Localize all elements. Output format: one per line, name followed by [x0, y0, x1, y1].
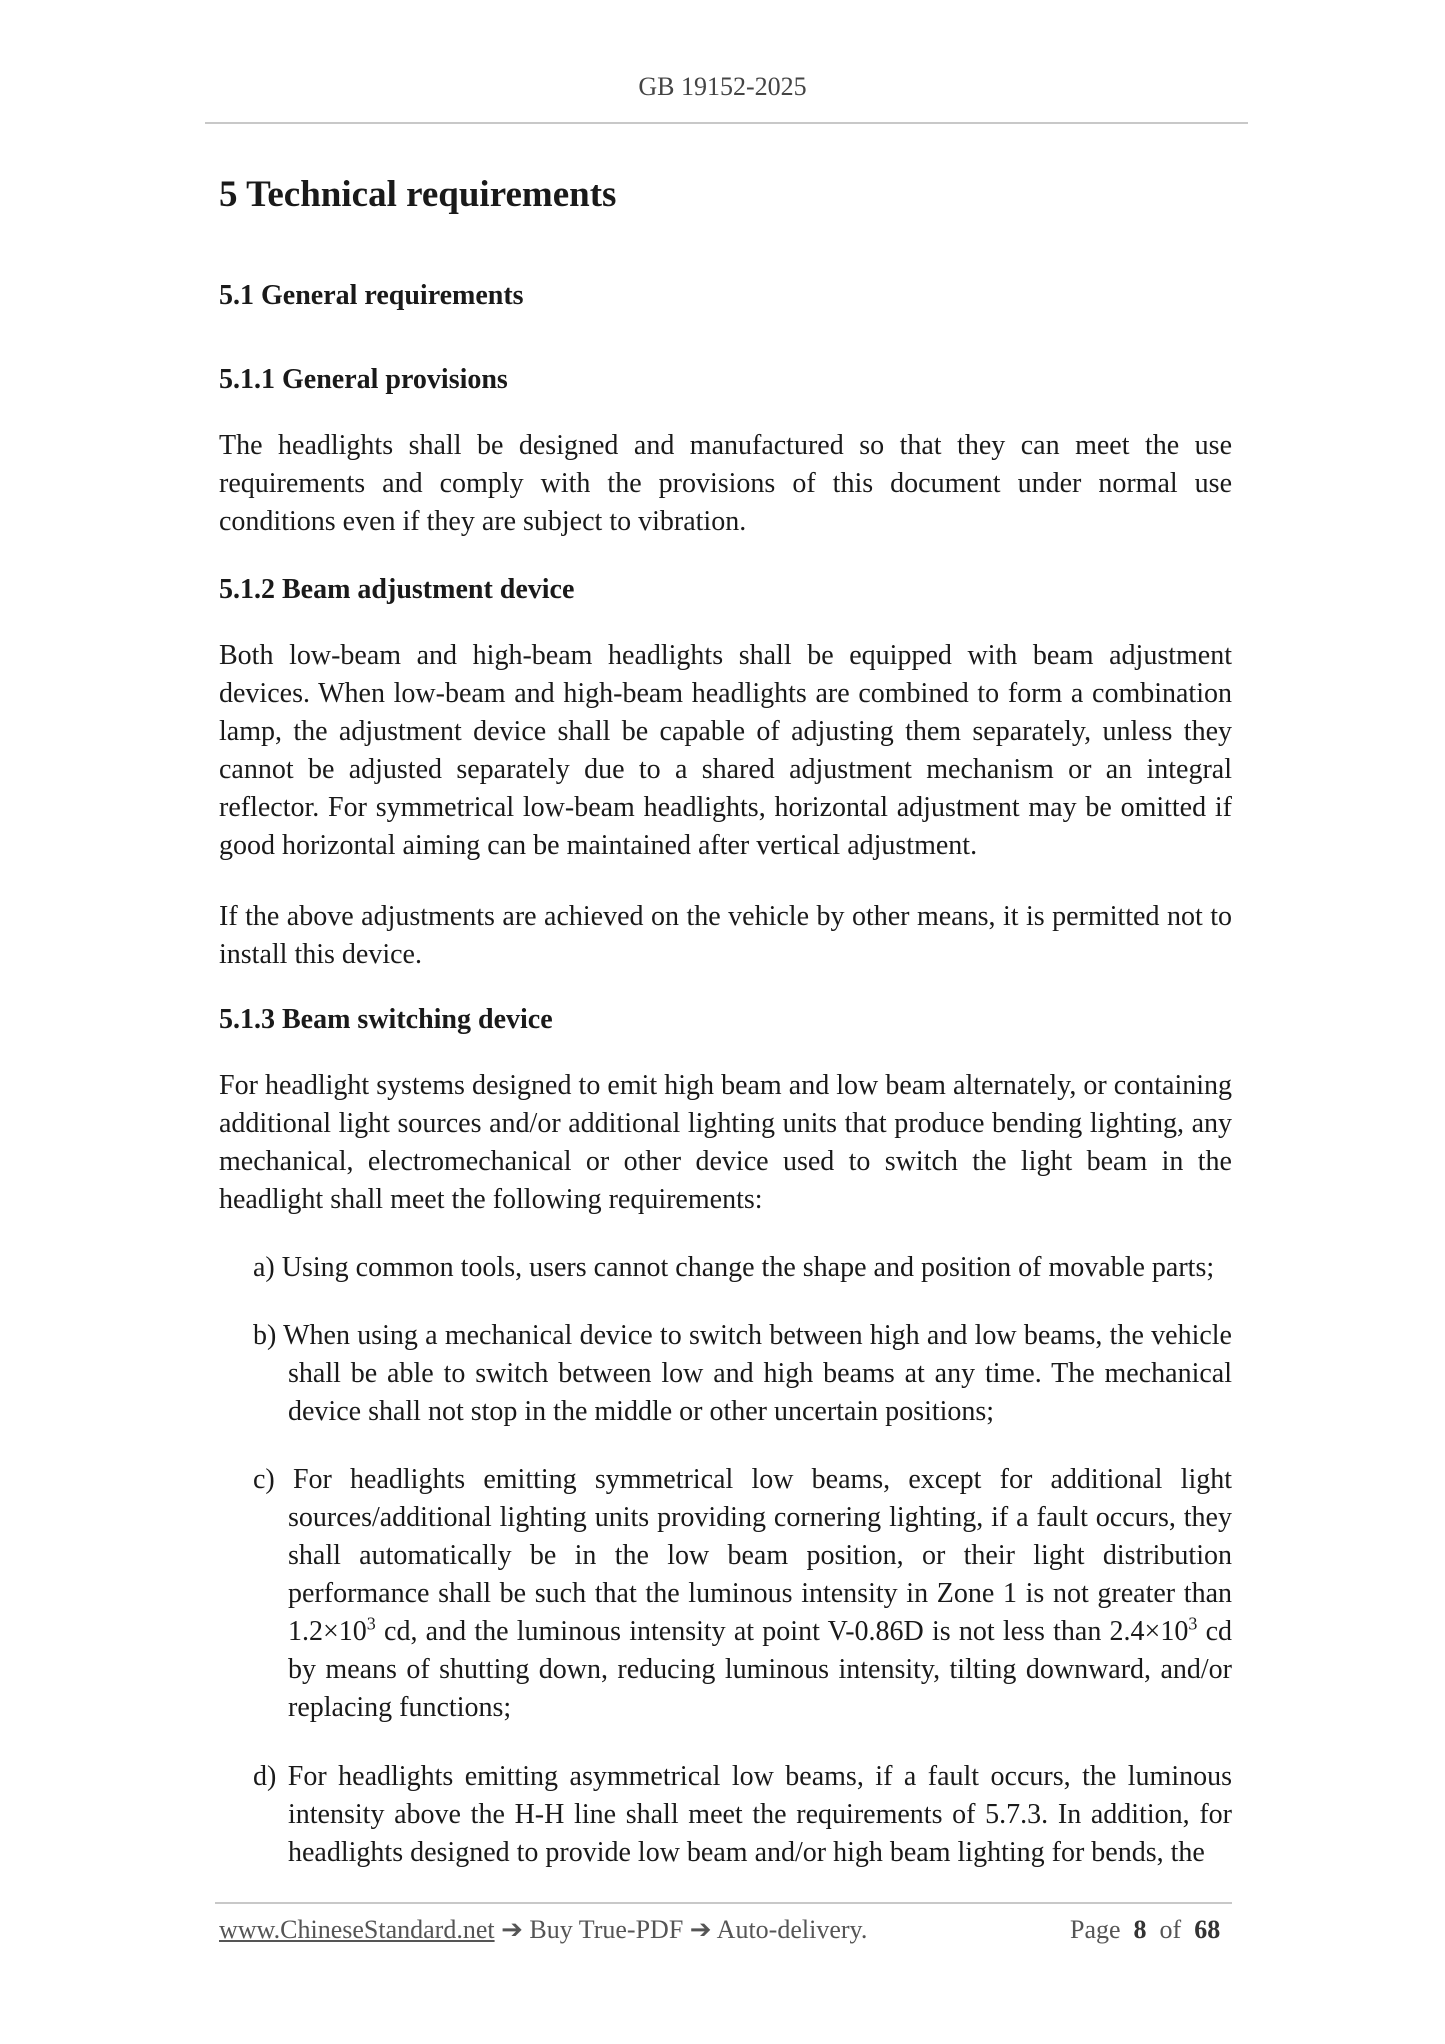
- website-link[interactable]: www.ChineseStandard.net: [219, 1915, 495, 1944]
- clause-heading-5-1-2: 5.1.2 Beam adjustment device: [219, 574, 575, 605]
- auto-delivery-text: Auto-delivery.: [716, 1915, 868, 1944]
- buy-pdf-text: Buy True-PDF: [529, 1915, 684, 1944]
- arrow-right-icon: ➔: [501, 1915, 523, 1944]
- current-page: 8: [1133, 1915, 1147, 1944]
- list-item-a: a) Using common tools, users cannot change the shape and position of movable parts;: [253, 1252, 1215, 1283]
- list-item-c-text-3: cd by means of shutting down, reducing luminous intensity, tilting downward, and/or replacing functions;: [288, 1616, 1232, 1723]
- superscript-exponent-2: 3: [1188, 1613, 1198, 1634]
- footer-divider: [215, 1902, 1232, 1904]
- list-item-b: b) When using a mechanical device to switch between high and low beams, the vehicle shall be able to switch between low and high beams at any time. The mechanical device shall not stop in the middle or other uncertain positions;: [253, 1320, 1232, 1427]
- footer-left: [219, 1915, 867, 1945]
- page-number: [1070, 1915, 1220, 1945]
- section-title: 5 Technical requirements: [219, 174, 617, 215]
- paragraph-5-1-1: The headlights shall be designed and manufactured so that they can meet the use requirements and comply with the provisions of this document under normal use conditions even if they are subject to vibration.: [219, 430, 1232, 537]
- paragraph-5-1-2-a: Both low-beam and high-beam headlights shall be equipped with beam adjustment devices. When low-beam and high-beam headlights are combined to form a combination lamp, the adjustment device shall be capable of adjusting them separately, unless they cannot be adjusted separately due to a shared adjustment mechanism or an integral reflector. For symmetrical low-beam headlights, horizontal adjustment may be omitted if good horizontal aiming can be maintained after vertical adjustment.: [219, 640, 1232, 861]
- paragraph-5-1-3: For headlight systems designed to emit high beam and low beam alternately, or containing additional light sources and/or additional lighting units that produce bending lighting, any mechanical, electromechanical or other device used to switch the light beam in the headlight shall meet the following requirements:: [219, 1070, 1232, 1215]
- page-label: Page: [1070, 1915, 1121, 1944]
- list-item-c-text-1: c) For headlights emitting symmetrical low beams, except for additional light sources/additional lighting units providing cornering lighting, if a fault occurs, they shall automatically be in the low beam position, or their light distribution performance shall be such that the luminous intensity in Zone 1 is not greater than 1.2×10: [253, 1464, 1232, 1647]
- total-pages: 68: [1194, 1915, 1221, 1944]
- list-item-c: [253, 1461, 1232, 1727]
- clause-heading-5-1-3: 5.1.3 Beam switching device: [219, 1004, 553, 1035]
- list-item-d: d) For headlights emitting asymmetrical low beams, if a fault occurs, the luminous intensity above the H-H line shall meet the requirements of 5.7.3. In addition, for headlights designed to provide low beam and/or high beam lighting for bends, the: [253, 1761, 1232, 1868]
- list-item-c-text-2: cd, and the luminous intensity at point V-0.86D is not less than 2.4×10: [375, 1616, 1189, 1647]
- clause-heading-5-1-1: 5.1.1 General provisions: [219, 364, 508, 395]
- superscript-exponent-1: 3: [366, 1613, 376, 1634]
- page-header: GB 19152-2025: [638, 72, 807, 101]
- of-label: of: [1159, 1915, 1182, 1944]
- arrow-right-icon: ➔: [689, 1915, 712, 1944]
- paragraph-5-1-2-b: If the above adjustments are achieved on the vehicle by other means, it is permitted not to install this device.: [219, 901, 1232, 970]
- header-divider: [205, 122, 1248, 124]
- subsection-heading-5-1: 5.1 General requirements: [219, 280, 524, 311]
